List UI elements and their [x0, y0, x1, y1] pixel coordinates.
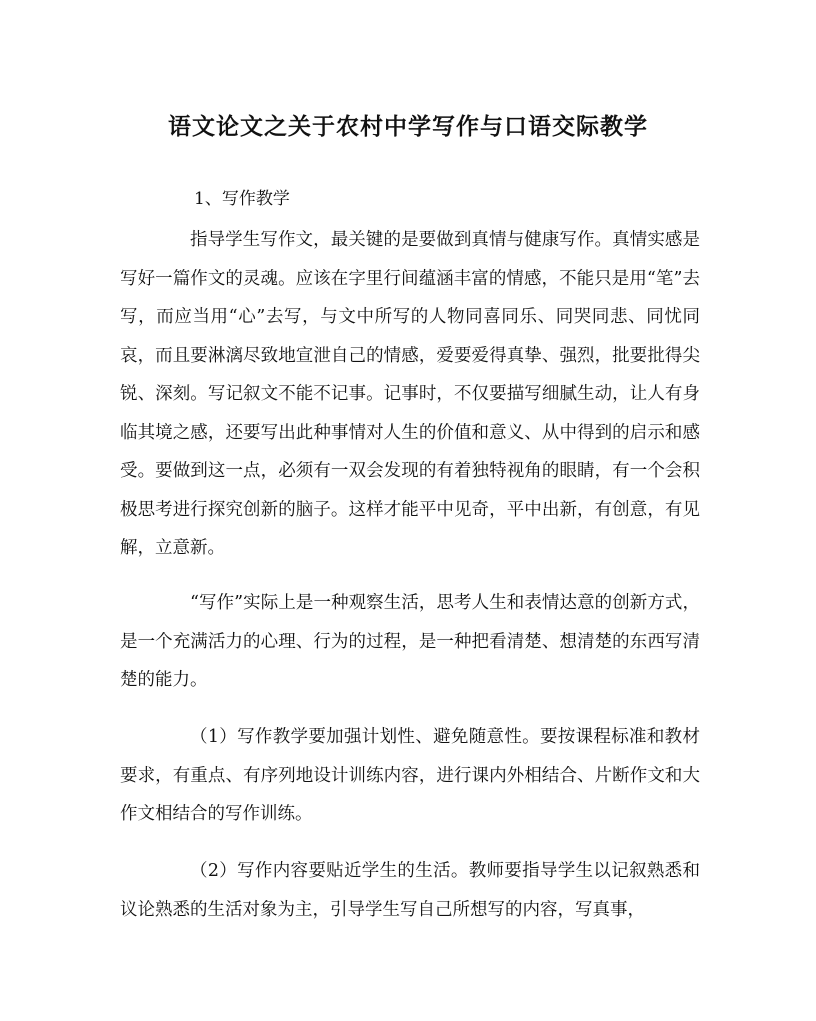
- paragraph-4: （2）写作内容要贴近学生的生活。教师要指导学生以记叙熟悉和议论熟悉的生活对象为主，引导学生写自己所想写的内容，写真事，: [120, 861, 700, 920]
- paragraph-3: （1）写作教学要加强计划性、避免随意性。要按课程标准和教材要求，有重点、有序列地设计训练内容，进行课内外相结合、片断作文和大作文相结合的写作训练。: [120, 727, 700, 824]
- paragraph-2: “写作”实际上是一种观察生活，思考人生和表情达意的创新方式，是一个充满活力的心理、行为的过程，是一种把看清楚、想清楚的东西写清楚的能力。: [120, 593, 700, 690]
- section-heading: 1、写作教学: [194, 189, 290, 209]
- paragraph-1: 指导学生写作文，最关键的是要做到真情与健康写作。真情实感是写好一篇作文的灵魂。应该在字里行间蕴涵丰富的情感，不能只是用“笔”去写，而应当用“心”去写，与文中所写的人物同喜同乐、同哭同悲、同忧同哀，而且要淋漓尽致地宣泄自己的情感，爱要爱得真挚、强烈，批要批得尖锐、深刻。写记叙文不能不记事。记事时，不仅要描写细腻生动，让人有身临其境之感，还要写出此种事情对人生的价值和意义、从中得到的启示和感受。要做到这一点，必须有一双会发现的有着独特视角的眼睛，有一个会积极思考进行探究创新的脑子。这样才能平中见奇，平中出新，有创意，有见解，立意新。: [120, 230, 700, 558]
- document-title: 语文论文之关于农村中学写作与口语交际教学: [168, 113, 648, 140]
